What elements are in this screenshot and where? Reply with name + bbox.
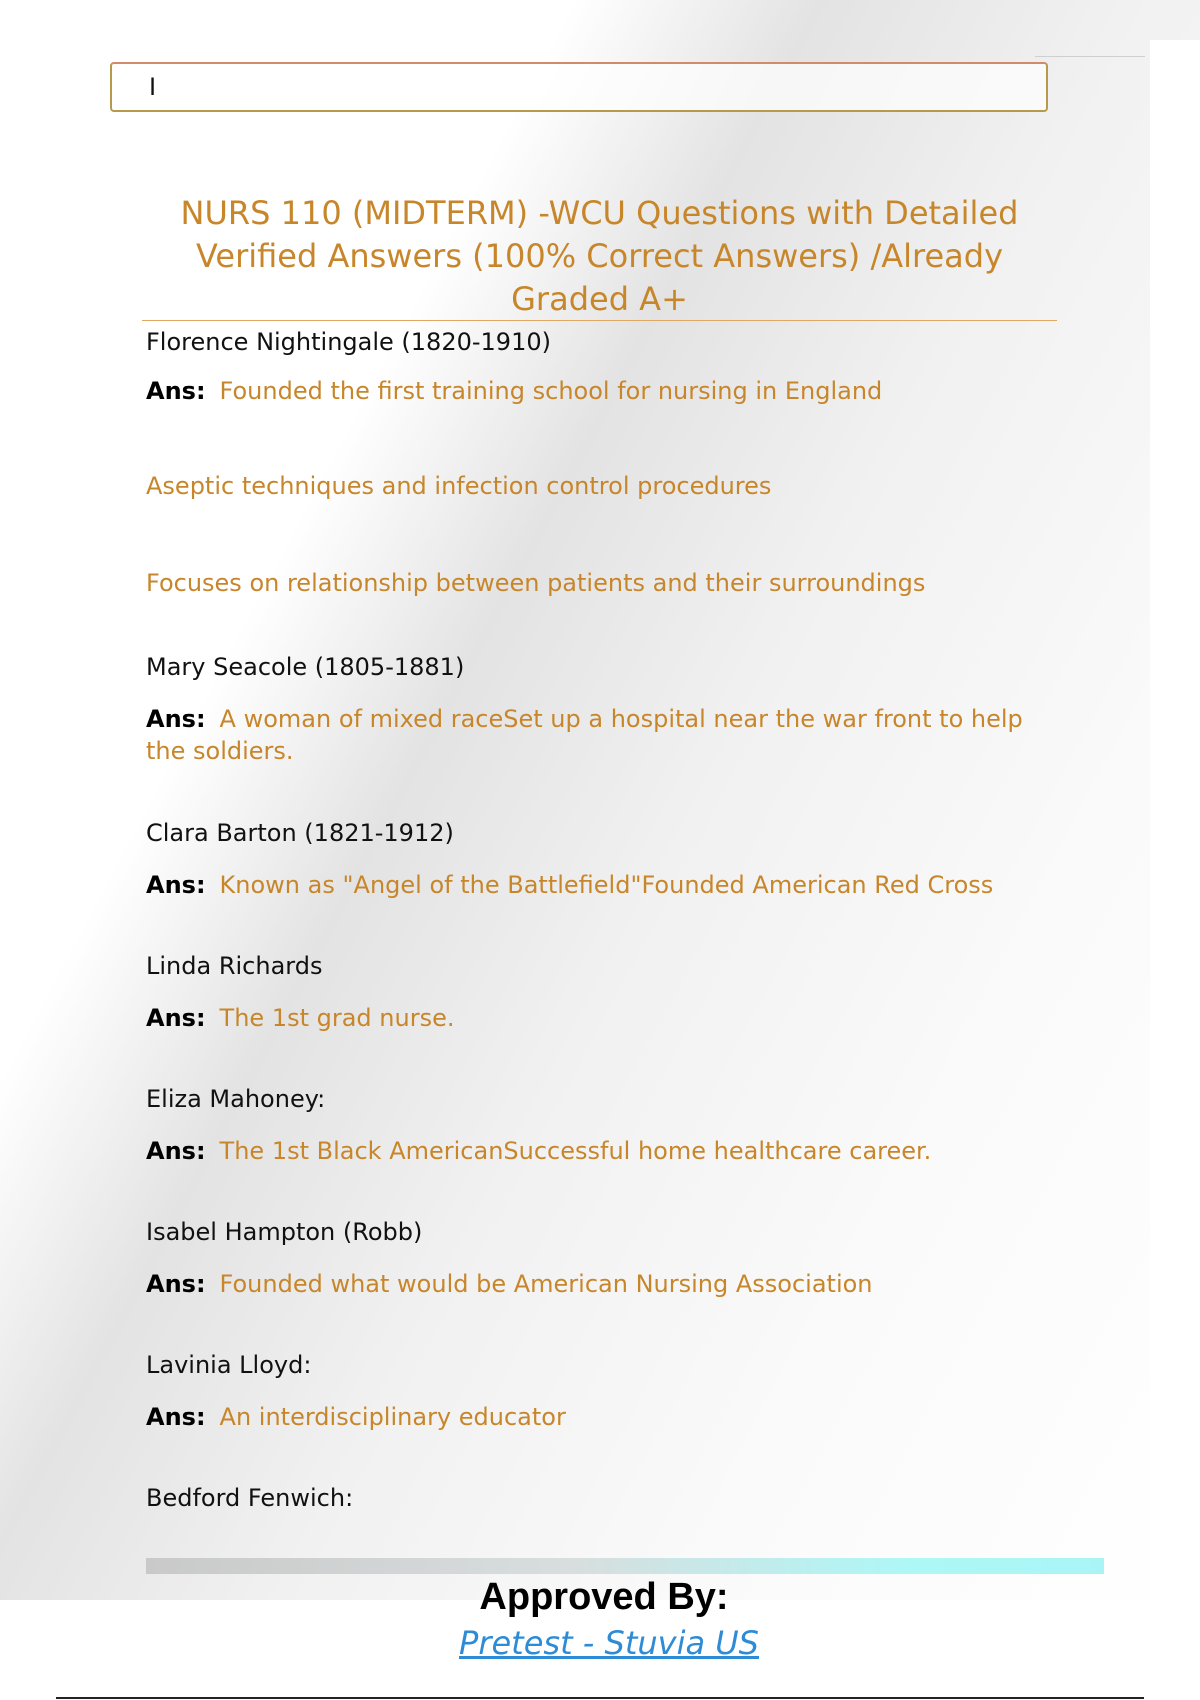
question-text: Linda Richards [146,952,323,980]
answer-text: Founded what would be American Nursing Association [219,1270,873,1298]
answer-row [146,869,1046,901]
answer-text: Founded the first training school for nursing in England [219,377,883,405]
bottom-color-bar [146,1558,1104,1574]
answer-text: An interdisciplinary educator [219,1403,566,1431]
answer-text: A woman of mixed raceSet up a hospital near the war front to help the soldiers. [146,705,1023,765]
qa-item [146,817,1046,950]
answer-row [146,375,1046,407]
ans-label: Ans: [146,1270,206,1298]
ans-label: Ans: [146,871,206,899]
qa-item [146,1349,1046,1482]
document-title: NURS 110 (MIDTERM) -WCU Questions with Detailed Verified Answers (100% Correct Answers) /Already Graded A+ [180,194,1019,318]
answer-text: Focuses on relationship between patients and their surroundings [146,569,926,597]
top-rule [1035,56,1145,57]
answer-row [146,1135,1046,1167]
header-box-text: I [149,73,157,101]
qa-item [146,326,1046,428]
ans-label: Ans: [146,1137,206,1165]
question-text: Bedford Fenwich: [146,1484,354,1512]
ans-label: Ans: [146,1004,206,1032]
approved-by-heading: Approved By: [479,1576,729,1618]
answer-row [146,1268,1046,1300]
answer-text: The 1st grad nurse. [219,1004,455,1032]
question-text: Clara Barton (1821-1912) [146,819,454,847]
answer-text: Known as "Angel of the Battlefield"Founded American Red Cross [219,871,994,899]
answer-row [146,703,1046,767]
page-margin-strip [1150,40,1200,1600]
qa-item [146,622,1046,817]
question-text: Isabel Hampton (Robb) [146,1218,423,1246]
approved-by-link[interactable]: Pretest - Stuvia US [459,1624,759,1662]
qa-item [146,950,1046,1083]
answer-text: The 1st Black AmericanSuccessful home healthcare career. [219,1137,932,1165]
qa-item [146,428,1046,525]
question-text: Mary Seacole (1805-1881) [146,653,465,681]
question-text: Lavinia Lloyd: [146,1351,312,1379]
answer-row [146,1401,1046,1433]
question-text: Florence Nightingale (1820-1910) [146,328,551,356]
qa-item [146,1083,1046,1216]
qa-item [146,525,1046,622]
qa-list [146,326,1046,1514]
question-text: Eliza Mahoney: [146,1085,326,1113]
title-divider [142,320,1057,321]
header-box [110,62,1048,112]
qa-item [146,1216,1046,1349]
ans-label: Ans: [146,1403,206,1431]
ans-label: Ans: [146,377,206,405]
answer-row [146,1002,1046,1034]
qa-item [146,1482,1046,1514]
footer-rule [56,1697,1144,1699]
answer-text: Aseptic techniques and infection control procedures [146,472,772,500]
ans-label: Ans: [146,705,206,733]
